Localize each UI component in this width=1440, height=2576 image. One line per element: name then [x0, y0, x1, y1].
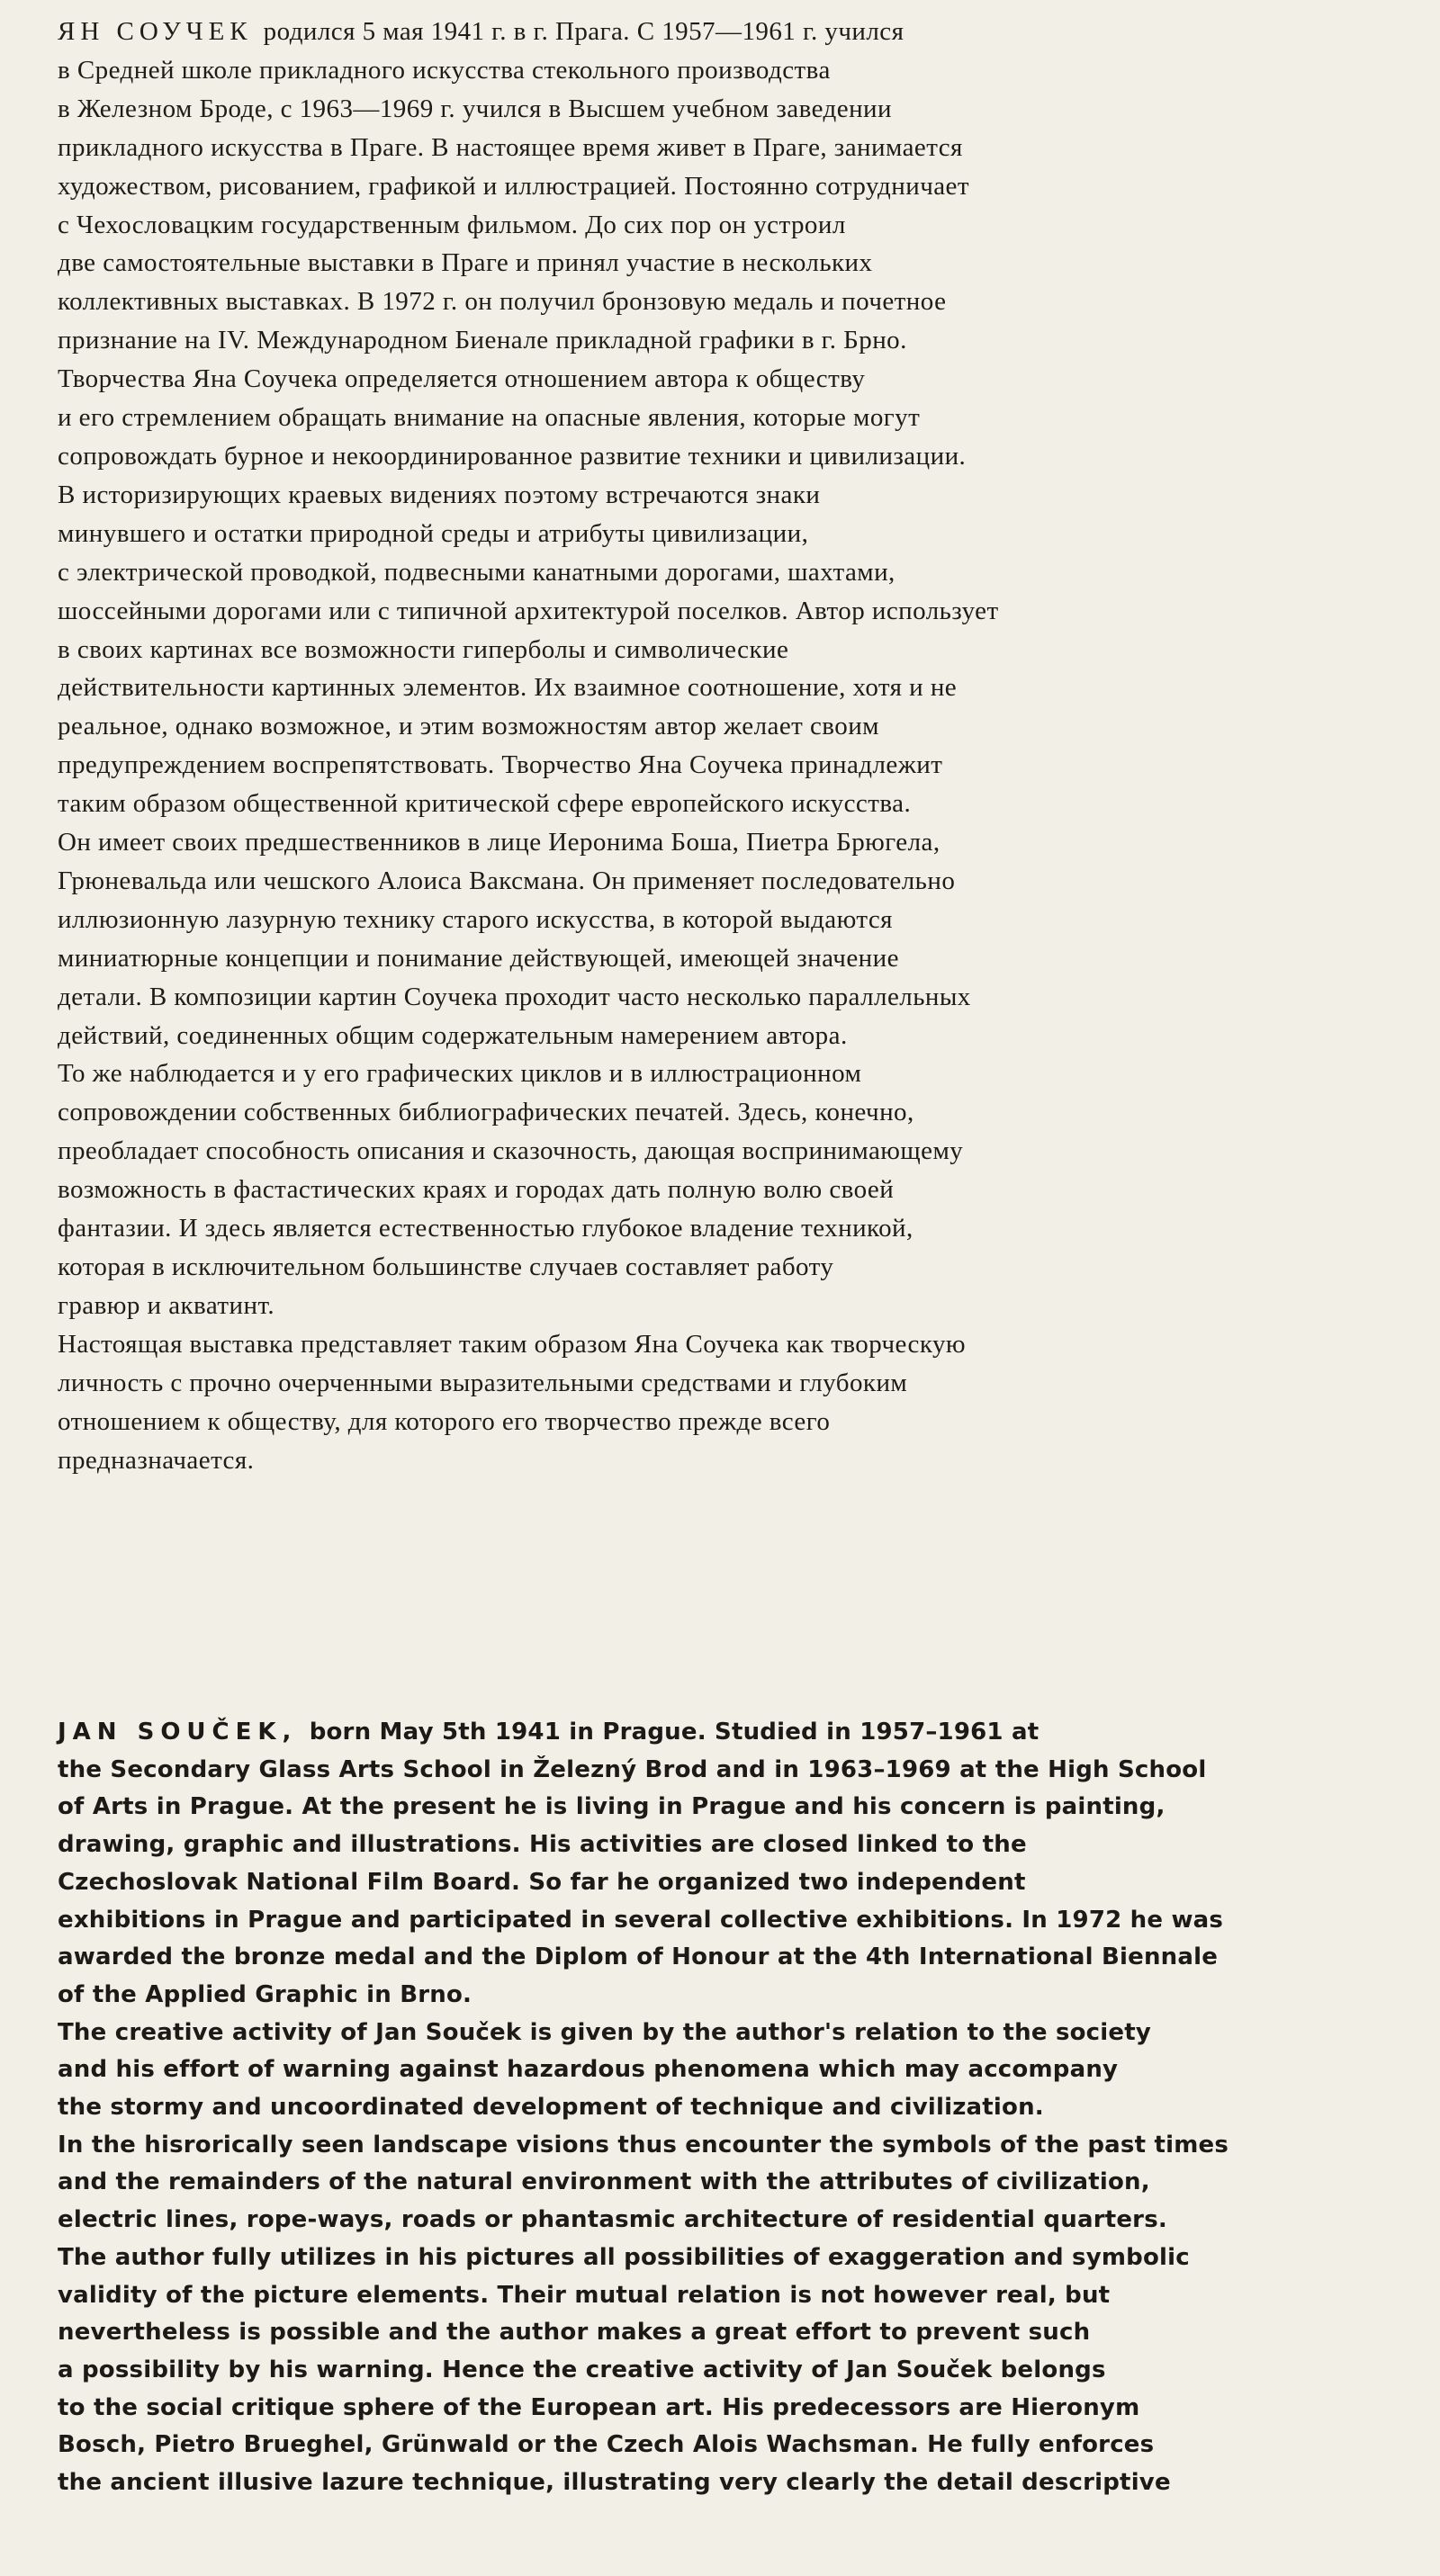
- text-line: действительности картинных элементов. Их взаимное соотношение, хотя и не: [58, 673, 958, 703]
- text-line: [58, 13, 1372, 51]
- text-line: Творчества Яна Соучека определяется отношением автора к обществу: [58, 364, 866, 394]
- author-name-en: JAN SOUČEK,: [58, 1719, 298, 1746]
- author-name-ru: ЯН СОУЧЕК: [58, 17, 253, 46]
- text-line: [58, 1714, 1381, 1752]
- text-line: иллюзионную лазурную технику старого искусства, в которой выдаются: [58, 904, 893, 934]
- text-line: Он имеет своих предшественников в лице Иеронима Боша, Пиетра Брюгела,: [58, 828, 940, 857]
- text-line: the ancient illusive lazure technique, illustrating very clearly the detail descriptive: [58, 2469, 1171, 2497]
- text-line: с электрической проводкой, подвесными канатными дорогами, шахтами,: [58, 557, 896, 587]
- text-line: личность с прочно очерченными выразительными средствами и глубоким: [58, 1368, 908, 1397]
- text-line: коллективных выставках. В 1972 г. он получил бронзовую медаль и почетное: [58, 287, 947, 317]
- text-line: Грюневальда или чешского Алоиса Ваксмана. Он применяет последовательно: [58, 866, 956, 895]
- text-line: реальное, однако возможное, и этим возможностям автор желает своим: [58, 712, 879, 741]
- text-line: в Средней школе прикладного искусства стекольного производства: [58, 55, 831, 85]
- text-line: предназначается.: [58, 1445, 255, 1475]
- text-line: в Железном Броде, с 1963—1969 г. учился в Высшем учебном заведении: [58, 94, 892, 123]
- text-line: шоссейными дорогами или с типичной архитектурой поселков. Автор использует: [58, 596, 999, 625]
- text-line: Настоящая выставка представляет таким образом Яна Соучека как творческую: [58, 1329, 967, 1359]
- text-line: художеством, рисованием, графикой и иллюстрацией. Постоянно сотрудничает: [58, 171, 969, 201]
- text-line: в своих картинах все возможности гиперболы и символические: [58, 634, 789, 664]
- text-line: of the Applied Graphic in Brno.: [58, 1980, 472, 2008]
- text-line: and the remainders of the natural environment with the attributes of civilization,: [58, 2168, 1150, 2196]
- text-line: В историзирующих краевых видениях поэтому встречаются знаки: [58, 480, 821, 509]
- text-line: предупреждением воспрепятствовать. Творчество Яна Соучека принадлежит: [58, 750, 943, 780]
- russian-biography: [58, 13, 1372, 1479]
- english-biography: [58, 1714, 1381, 2502]
- text-line: of Arts in Prague. At the present he is living in Prague and his concern is painting,: [58, 1793, 1166, 1821]
- text-line: electric lines, rope-ways, roads or phantasmic architecture of residential quarters.: [58, 2206, 1167, 2234]
- text-line: минувшего и остатки природной среды и атрибуты цивилизации,: [58, 518, 809, 548]
- text-line: сопровождать бурное и некоординированное развитие техники и цивилизации.: [58, 441, 967, 471]
- text-line: которая в исключительном большинстве случаев составляет работу: [58, 1252, 834, 1281]
- text-line: drawing, graphic and illustrations. His activities are closed linked to the: [58, 1831, 1027, 1859]
- text-line: In the hisrorically seen landscape visions thus encounter the symbols of the past times: [58, 2131, 1229, 2159]
- text-line: гравюр и акватинт.: [58, 1290, 275, 1320]
- text-line: the stormy and uncoordinated development of technique and civilization.: [58, 2094, 1044, 2122]
- text-line: nevertheless is possible and the author makes a great effort to prevent such: [58, 2319, 1091, 2347]
- text-line: с Чехословацким государственным фильмом. До сих пор он устроил: [58, 210, 846, 239]
- text-line: То же наблюдается и у его графических циклов и в иллюстрационном: [58, 1059, 862, 1089]
- text-line: отношением к обществу, для которого его творчество прежде всего: [58, 1406, 831, 1436]
- text-line: and his effort of warning against hazardous phenomena which may accompany: [58, 2056, 1119, 2084]
- text-line: действий, соединенных общим содержательным намерением автора.: [58, 1020, 848, 1050]
- text-line: awarded the bronze medal and the Diplom of Honour at the 4th International Biennale: [58, 1943, 1219, 1971]
- text-line: to the social critique sphere of the European art. His predecessors are Hieronym: [58, 2393, 1140, 2421]
- text-line: детали. В композиции картин Соучека проходит часто несколько параллельных: [58, 982, 971, 1011]
- text-line: The creative activity of Jan Souček is given by the author's relation to the society: [58, 2018, 1152, 2046]
- text-line: две самостоятельные выставки в Праге и принял участие в нескольких: [58, 248, 873, 278]
- text-line: The author fully utilizes in his pictures all possibilities of exaggeration and symbolic: [58, 2243, 1190, 2271]
- text-line: сопровождении собственных библиографических печатей. Здесь, конечно,: [58, 1098, 914, 1127]
- text-line: Bosch, Pietro Brueghel, Grünwald or the Czech Alois Wachsman. He fully enforces: [58, 2431, 1155, 2459]
- text-line-content: родился 5 мая 1941 г. в г. Прага. С 1957—1961 г. учился: [263, 17, 904, 46]
- text-line: the Secondary Glass Arts School in Železný Brod and in 1963–1969 at the High School: [58, 1755, 1207, 1783]
- text-line: a possibility by his warning. Hence the creative activity of Jan Souček belongs: [58, 2356, 1106, 2383]
- text-line: возможность в фастастических краях и городах дать полную волю своей: [58, 1175, 895, 1205]
- text-line: миниатюрные концепции и понимание действующей, имеющей значение: [58, 943, 899, 973]
- text-line: validity of the picture elements. Their mutual relation is not however real, but: [58, 2281, 1111, 2309]
- text-line: прикладного искусства в Праге. В настоящее время живет в Праге, занимается: [58, 132, 963, 162]
- text-line: фантазии. И здесь является естественностью глубокое владение техникой,: [58, 1214, 914, 1243]
- text-line: и его стремлением обращать внимание на опасные явления, которые могут: [58, 403, 921, 433]
- text-line: преобладает способность описания и сказочность, дающая воспринимающему: [58, 1136, 964, 1166]
- text-line: признание на IV. Международном Биенале прикладной графики в г. Брно.: [58, 326, 907, 355]
- text-line: таким образом общественной критической сфере европейского искусства.: [58, 789, 912, 819]
- text-line: exhibitions in Prague and participated in several collective exhibitions. In 1972 he was: [58, 1906, 1224, 1934]
- text-line: Czechoslovak National Film Board. So far he organized two independent: [58, 1868, 1026, 1896]
- text-line-content: born May 5th 1941 in Prague. Studied in 1957–1961 at: [309, 1719, 1040, 1746]
